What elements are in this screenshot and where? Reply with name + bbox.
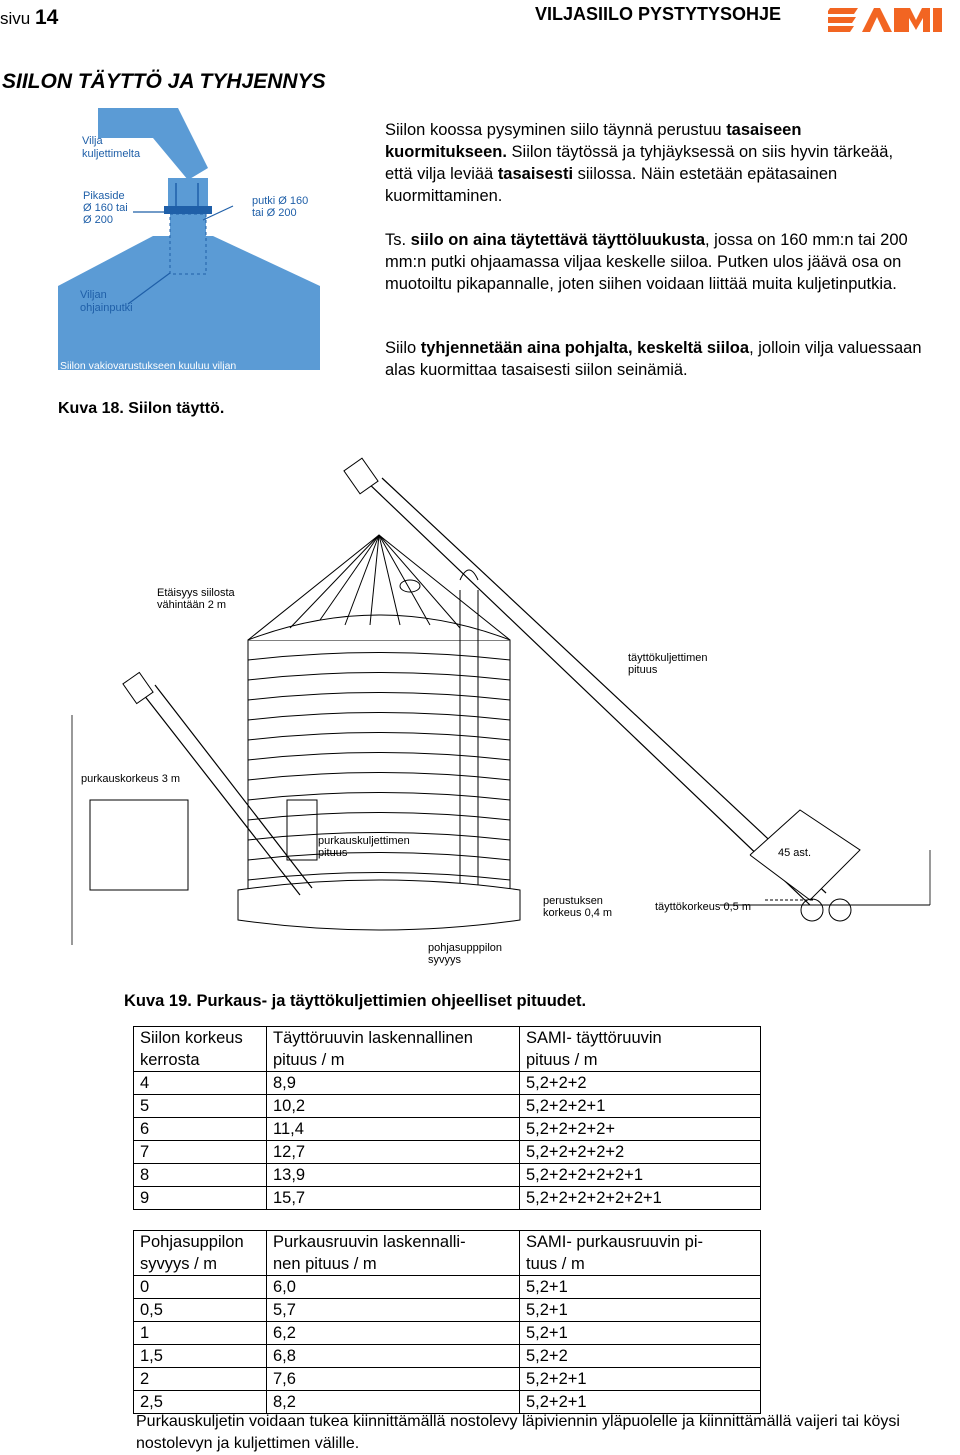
clamp-shape bbox=[168, 178, 208, 208]
table-row bbox=[134, 1072, 761, 1095]
p3-text: Siilo bbox=[385, 339, 421, 357]
header-line: Täyttöruuvin laskennallinen bbox=[273, 1029, 473, 1047]
unload-conveyor-table bbox=[133, 1230, 761, 1414]
p3-bold: tyhjennetään aina pohjalta, keskeltä siiloa bbox=[420, 339, 750, 357]
table-cell: 5,2+1 bbox=[520, 1299, 761, 1322]
table-row bbox=[134, 1345, 761, 1368]
table-header-row bbox=[134, 1231, 761, 1276]
table-row bbox=[134, 1187, 761, 1210]
paragraph-load bbox=[385, 119, 925, 207]
table-cell: 8,2 bbox=[267, 1391, 520, 1414]
header-line: Purkausruuvin laskennalli- bbox=[273, 1233, 466, 1251]
table-cell: 10,2 bbox=[267, 1095, 520, 1118]
label-conveyor-1: Vilja bbox=[82, 135, 103, 147]
label-clamp-2: Ø 160 tai bbox=[83, 202, 128, 214]
table-cell: 12,7 bbox=[267, 1141, 520, 1164]
header-line: SAMI- täyttöruuvin bbox=[526, 1029, 662, 1047]
table-row bbox=[134, 1141, 761, 1164]
table-cell: 7 bbox=[134, 1141, 267, 1164]
label-pipe-1: putki Ø 160 bbox=[252, 195, 309, 207]
label-guide-2: ohjainputki bbox=[80, 302, 133, 314]
table-cell: 4 bbox=[134, 1072, 267, 1095]
p1-bold: tasaiseen kuormitukseen. bbox=[385, 121, 802, 161]
table-cell: 0 bbox=[134, 1276, 267, 1299]
table-cell: 13,9 bbox=[267, 1164, 520, 1187]
header-line: nen pituus / m bbox=[273, 1255, 377, 1273]
label-distance-1: Etäisyys siilosta bbox=[157, 587, 235, 599]
figure-19-caption: Kuva 19. Purkaus- ja täyttökuljettimien ohjeelliset pituudet. bbox=[124, 992, 587, 1010]
header-cell bbox=[267, 1231, 520, 1276]
label-fill-height: täyttökorkeus 0,5 m bbox=[655, 901, 751, 913]
table-cell: 5,2+2+2+2+2 bbox=[520, 1141, 761, 1164]
p1-text: Siilon koossa pysyminen siilo täynnä perustuu bbox=[385, 121, 727, 139]
header-line: pituus / m bbox=[273, 1051, 345, 1069]
silo-body bbox=[238, 535, 520, 930]
table-row bbox=[134, 1368, 761, 1391]
paragraph-filling bbox=[385, 229, 935, 295]
header-cell bbox=[267, 1027, 520, 1072]
sami-logo bbox=[828, 4, 944, 36]
p2-text: Ts. bbox=[385, 231, 411, 249]
label-distance-2: vähintään 2 m bbox=[157, 599, 227, 611]
guide-pipe bbox=[170, 214, 206, 274]
label-foundation-1: perustuksen bbox=[543, 895, 603, 907]
header-line: kerrosta bbox=[140, 1051, 200, 1069]
label-conveyor-2: kuljettimelta bbox=[82, 148, 141, 160]
header-line: Siilon korkeus bbox=[140, 1029, 243, 1047]
table-cell: 5,2+2 bbox=[520, 1345, 761, 1368]
label-unload-length-1: purkauskuljettimen bbox=[318, 835, 410, 847]
table-row bbox=[134, 1095, 761, 1118]
header-line: SAMI- purkausruuvin pi- bbox=[526, 1233, 703, 1251]
table-cell: 8,9 bbox=[267, 1072, 520, 1095]
table-cell: 1,5 bbox=[134, 1345, 267, 1368]
table-cell: 5,2+2+2 bbox=[520, 1072, 761, 1095]
table-cell: 6 bbox=[134, 1118, 267, 1141]
table-cell: 5,2+2+2+1 bbox=[520, 1095, 761, 1118]
table-cell: 2,5 bbox=[134, 1391, 267, 1414]
table-row bbox=[134, 1118, 761, 1141]
table-cell: 5,2+2+2+2+2+2+1 bbox=[520, 1187, 761, 1210]
label-fill-length-1: täyttökuljettimen bbox=[628, 652, 708, 664]
page-number bbox=[0, 6, 58, 30]
p2-text: , jossa on 160 mm:n tai 200 mm:n putki ohjaamassa viljaa keskelle siiloa. Putken ulos jäävä osa on muotoiltu pikapannalle, joten siihen voidaan liittää muita kuljetinputkia. bbox=[385, 231, 908, 293]
page-word: sivu bbox=[0, 9, 31, 28]
table-cell: 11,4 bbox=[267, 1118, 520, 1141]
figure-18-silo-filling-diagram bbox=[58, 108, 320, 394]
table-cell: 5,7 bbox=[267, 1299, 520, 1322]
table-cell: 8 bbox=[134, 1164, 267, 1187]
table-cell: 5,2+1 bbox=[520, 1322, 761, 1345]
label-fill-length-2: pituus bbox=[628, 664, 658, 676]
label-clamp-1: Pikaside bbox=[83, 190, 125, 202]
document-title: VILJASIILO PYSTYTYSOHJE bbox=[535, 4, 782, 24]
table-cell: 6,2 bbox=[267, 1322, 520, 1345]
table-cell: 5,2+2+1 bbox=[520, 1368, 761, 1391]
figure-19-conveyor-diagram bbox=[60, 440, 950, 980]
label-pipe-2: tai Ø 200 bbox=[252, 207, 297, 219]
table-cell: 15,7 bbox=[267, 1187, 520, 1210]
table-row bbox=[134, 1299, 761, 1322]
table-header-row bbox=[134, 1027, 761, 1072]
note-line-1: Siilon vakiovarustukseen kuuluu viljan bbox=[60, 360, 237, 372]
table-cell: 5 bbox=[134, 1095, 267, 1118]
table-cell: 5,2+2+2+2+2+1 bbox=[520, 1164, 761, 1187]
quick-clamp-band bbox=[164, 206, 212, 214]
figure-18-caption: Kuva 18. Siilon täyttö. bbox=[58, 400, 225, 417]
label-hopper-1: pohjasupppilon bbox=[428, 942, 503, 954]
p2-bold: siilo on aina täytettävä täyttöluukusta bbox=[410, 231, 705, 249]
p1-text: siilossa. Näin estetään epätasainen kuormittaminen. bbox=[385, 165, 838, 205]
table-row bbox=[134, 1164, 761, 1187]
label-clamp-3: Ø 200 bbox=[83, 214, 113, 226]
table-cell: 5,2+1 bbox=[520, 1276, 761, 1299]
label-unload-height: purkauskorkeus 3 m bbox=[81, 773, 181, 785]
header-cell bbox=[134, 1231, 267, 1276]
conveyor-shape bbox=[98, 108, 208, 180]
table-cell: 0,5 bbox=[134, 1299, 267, 1322]
footnote: Purkauskuljetin voidaan tukea kiinnittämällä nostolevy läpiviennin yläpuolelle ja kiinnittämällä vaijeri tai köysi nostolevyn ja kuljettimen välille. bbox=[136, 1413, 900, 1452]
table-cell: 7,6 bbox=[267, 1368, 520, 1391]
page-number-value: 14 bbox=[34, 6, 59, 29]
fill-conveyor-table bbox=[133, 1026, 761, 1210]
table-cell: 9 bbox=[134, 1187, 267, 1210]
table-cell: 1 bbox=[134, 1322, 267, 1345]
header-line: pituus / m bbox=[526, 1051, 598, 1069]
header-cell bbox=[520, 1231, 761, 1276]
label-foundation-2: korkeus 0,4 m bbox=[543, 907, 613, 919]
table-cell: 6,0 bbox=[267, 1276, 520, 1299]
sami-logo-mark bbox=[828, 8, 942, 32]
p1-text: Siilon täytössä ja tyhjäyksessä on siis hyvin tärkeää, että vilja leviää bbox=[385, 143, 894, 183]
header-line: tuus / m bbox=[526, 1255, 585, 1273]
table-cell: 6,8 bbox=[267, 1345, 520, 1368]
label-unload-length-2: pituus bbox=[318, 847, 348, 859]
table-cell: 5,2+2+1 bbox=[520, 1391, 761, 1414]
label-guide-1: Viljan bbox=[80, 289, 107, 301]
section-title: SIILON TÄYTTÖ JA TYHJENNYS bbox=[2, 70, 326, 93]
header-cell bbox=[520, 1027, 761, 1072]
note-line-2: ohjainputki, pikaside ja pikasiteellä kiin- bbox=[60, 372, 243, 384]
p3-text: , jolloin vilja valuessaan alas kuormittaa tasaisesti siilon seinämiä. bbox=[385, 339, 922, 379]
header-line: syvyys / m bbox=[140, 1255, 217, 1273]
paragraph-emptying bbox=[385, 337, 925, 381]
table-row bbox=[134, 1276, 761, 1299]
p1-bold: tasaisesti bbox=[497, 165, 574, 183]
label-angle: 45 ast. bbox=[778, 847, 812, 859]
table-cell: 2 bbox=[134, 1368, 267, 1391]
header-line: Pohjasuppilon bbox=[140, 1233, 244, 1251]
label-hopper-2: syvyys bbox=[428, 954, 461, 966]
table-cell: 5,2+2+2+2+ bbox=[520, 1118, 761, 1141]
note-line-3: nitettävä sadehattu. bbox=[60, 384, 152, 394]
header-cell bbox=[134, 1027, 267, 1072]
table-row bbox=[134, 1322, 761, 1345]
